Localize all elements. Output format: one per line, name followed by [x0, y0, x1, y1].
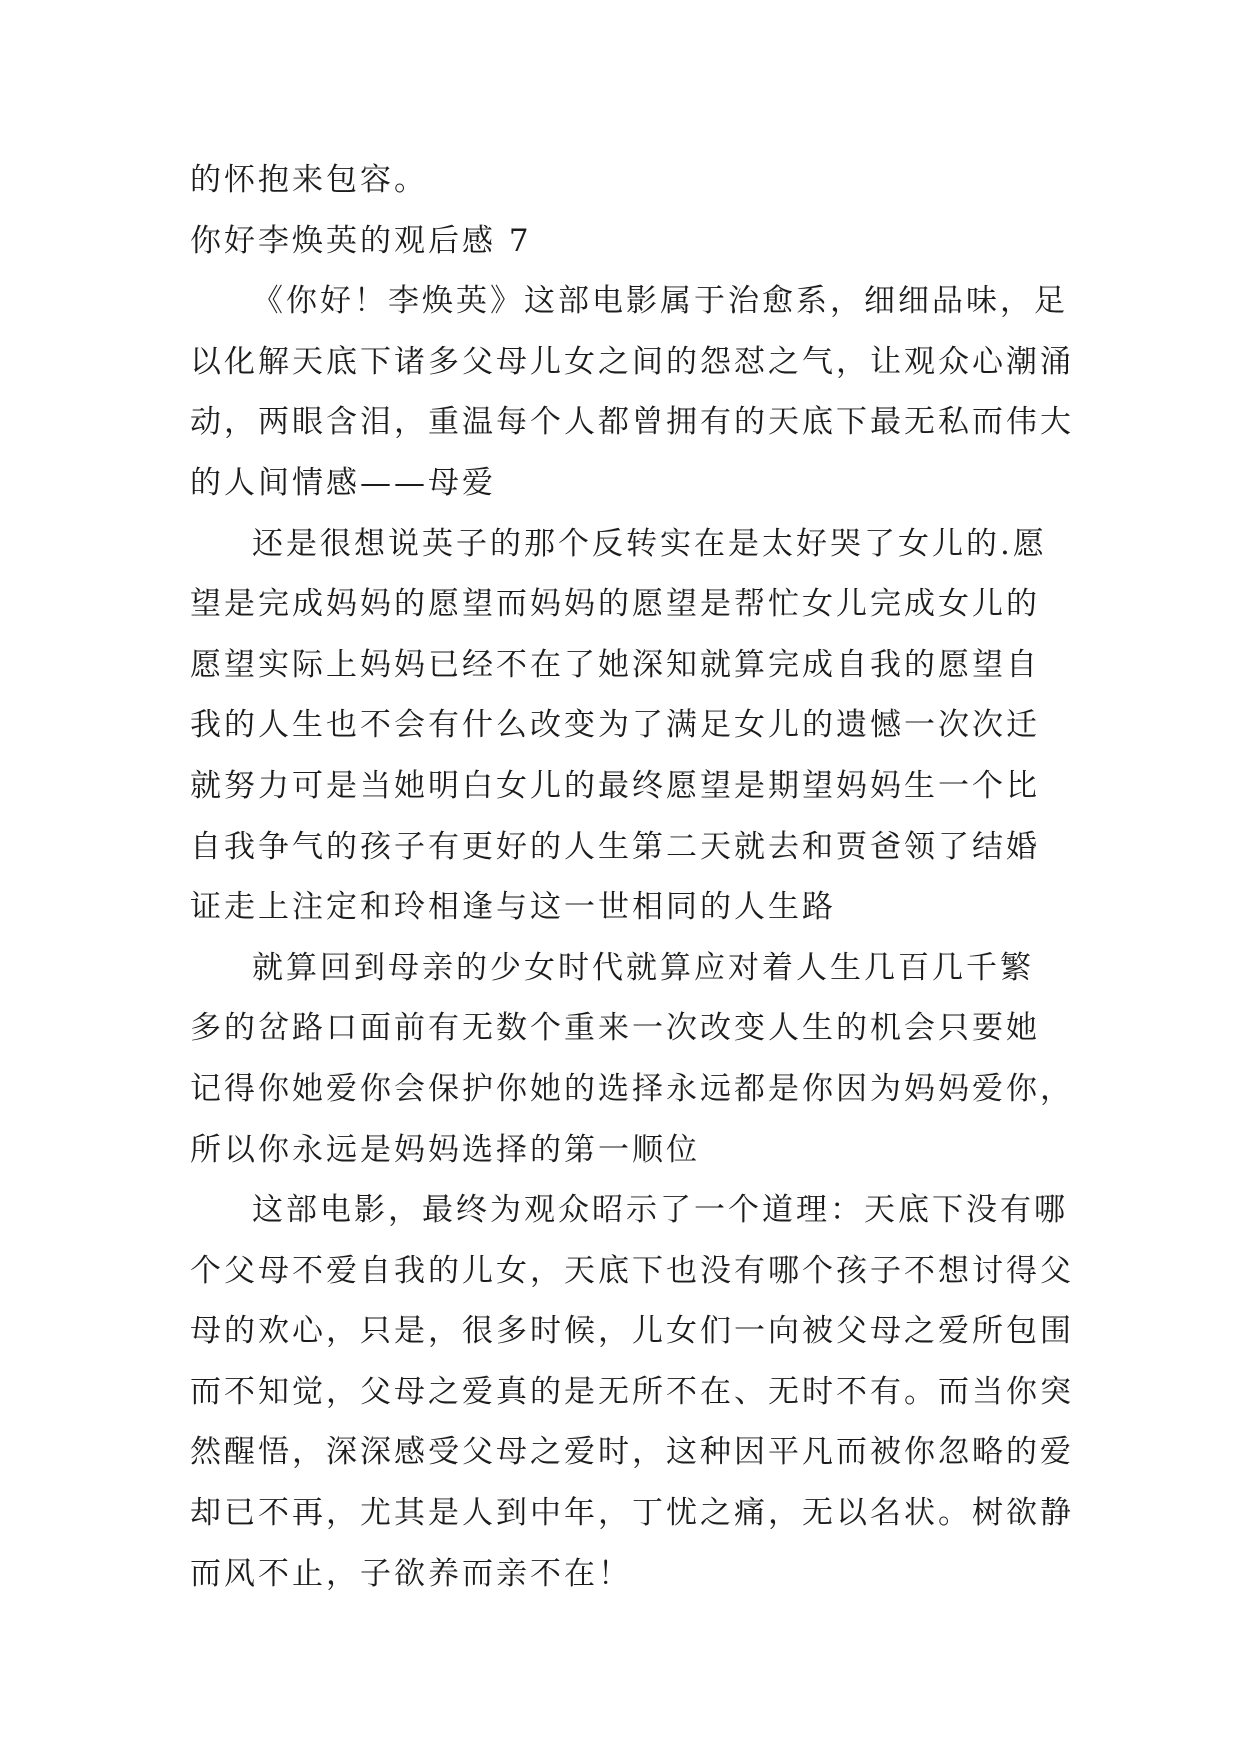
paragraph-line: 所以你永远是妈妈选择的第一顺位	[190, 1131, 700, 1168]
paragraph-line: 而不知觉，父母之爱真的是无所不在、无时不有。而当你突	[190, 1373, 1074, 1410]
paragraph-line: 然醒悟，深深感受父母之爱时，这种因平凡而被你忽略的爱	[190, 1434, 1074, 1471]
paragraph-line: 多的岔路口面前有无数个重来一次改变人生的机会只要她	[190, 1010, 1040, 1047]
paragraph-line: 以化解天底下诸多父母儿女之间的怨怼之气，让观众心潮涌	[190, 343, 1074, 380]
paragraph-1	[190, 271, 1074, 513]
document-page	[190, 150, 1074, 1604]
previous-paragraph-tail: 的怀抱来包容。	[190, 162, 428, 198]
paragraph-2	[190, 514, 1052, 938]
paragraph-line: 望是完成妈妈的愿望而妈妈的愿望是帮忙女儿完成女儿的	[190, 586, 1040, 623]
paragraph-line: 愿望实际上妈妈已经不在了她深知就算完成自我的愿望自	[190, 646, 1040, 683]
paragraph-line: 我的人生也不会有什么改变为了满足女儿的遗憾一次次迁	[190, 707, 1040, 744]
paragraph-3	[190, 938, 1074, 1180]
paragraph-line: 就努力可是当她明白女儿的最终愿望是期望妈妈生一个比	[190, 767, 1040, 804]
section-heading: 你好李焕英的观后感 7	[190, 222, 532, 259]
paragraph-line: 记得你她爱你会保护你她的选择永远都是你因为妈妈爱你，	[190, 1070, 1074, 1107]
paragraph-line: 的人间情感——母爱	[190, 464, 496, 501]
paragraph-line: 动，两眼含泪，重温每个人都曾拥有的天底下最无私而伟大	[190, 404, 1074, 441]
paragraph-line: 还是很想说英子的那个反转实在是太好哭了女儿的.愿	[252, 525, 1047, 562]
paragraph-line: 却已不再，尤其是人到中年，丁忧之痛，无以名状。树欲静	[190, 1495, 1074, 1532]
paragraph-line: 《你好！李焕英》这部电影属于治愈系，细细品味，足	[252, 283, 1068, 320]
paragraph-line: 自我争气的孩子有更好的人生第二天就去和贾爸领了结婚	[190, 828, 1040, 865]
paragraph-4	[190, 1180, 1074, 1604]
paragraph-line: 证走上注定和玲相逢与这一世相同的人生路	[190, 889, 836, 926]
paragraph-line: 母的欢心，只是，很多时候，儿女们一向被父母之爱所包围	[190, 1313, 1074, 1350]
paragraph-line: 这部电影，最终为观众昭示了一个道理：天底下没有哪	[252, 1192, 1068, 1229]
paragraph-line: 而风不止，子欲养而亲不在！	[190, 1555, 632, 1592]
paragraph-line: 就算回到母亲的少女时代就算应对着人生几百几千繁	[252, 949, 1034, 986]
paragraph-line: 个父母不爱自我的儿女，天底下也没有哪个孩子不想讨得父	[190, 1252, 1074, 1289]
